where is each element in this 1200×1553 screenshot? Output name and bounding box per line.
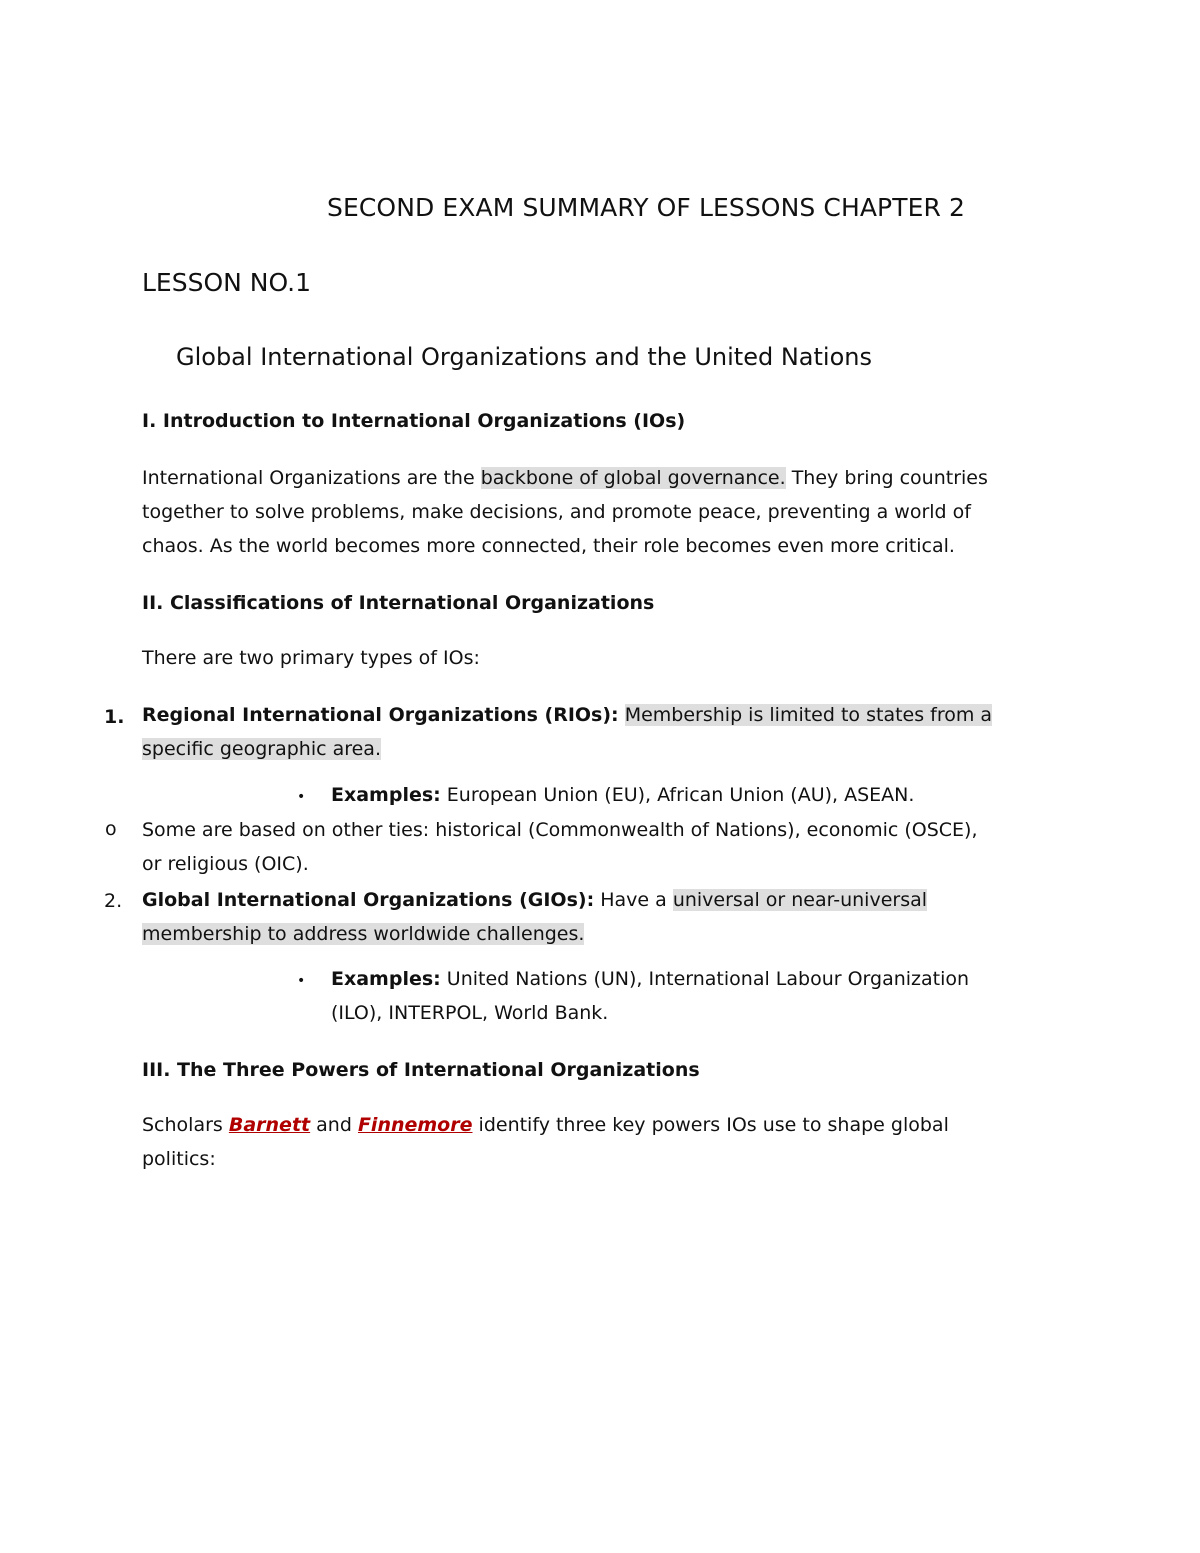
section-3-heading: III. The Three Powers of International Organizations bbox=[142, 1059, 700, 1081]
document-title: SECOND EXAM SUMMARY OF LESSONS CHAPTER 2 bbox=[327, 193, 966, 222]
list-item-2-line-2 bbox=[142, 917, 584, 951]
section-2-heading: II. Classifications of International Organizations bbox=[142, 592, 655, 614]
list-item-1-line-2 bbox=[142, 732, 381, 766]
highlighted-text: universal or near-universal bbox=[672, 889, 928, 911]
list-item-1-sub-line-2: or religious (OIC). bbox=[142, 853, 309, 875]
scholar-name-barnett: Barnett bbox=[228, 1114, 311, 1136]
section-3-paragraph-line-2: politics: bbox=[142, 1148, 216, 1170]
text-run: and bbox=[310, 1114, 358, 1136]
text-run: United Nations (UN), International Labour Organization bbox=[440, 968, 970, 990]
text-run: identify three key powers IOs use to shape global bbox=[472, 1114, 949, 1136]
text-run: International Organizations are the bbox=[142, 467, 481, 489]
section-1-paragraph-line-1 bbox=[142, 461, 988, 495]
bold-term: Global International Organizations (GIOs): bbox=[142, 889, 595, 911]
section-3-paragraph-line-1 bbox=[142, 1108, 949, 1142]
section-1-heading: I. Introduction to International Organizations (IOs) bbox=[142, 410, 686, 432]
highlighted-text: backbone of global governance. bbox=[480, 467, 786, 489]
bullet-icon: • bbox=[297, 973, 306, 989]
highlighted-text: Membership is limited to states from a bbox=[624, 704, 993, 726]
list-marker-2: 2. bbox=[104, 890, 123, 912]
examples-label: Examples: bbox=[331, 784, 441, 806]
sub-bullet-icon: o bbox=[105, 818, 117, 840]
highlighted-text: membership to address worldwide challenges. bbox=[142, 923, 585, 945]
examples-label: Examples: bbox=[331, 968, 441, 990]
lesson-subtitle: Global International Organizations and the United Nations bbox=[176, 343, 872, 371]
scholar-name-finnemore: Finnemore bbox=[357, 1114, 473, 1136]
text-run: Have a bbox=[594, 889, 673, 911]
bold-term: Regional International Organizations (RIOs): bbox=[142, 704, 619, 726]
section-1-paragraph-line-3: chaos. As the world becomes more connected, their role becomes even more critical. bbox=[142, 535, 955, 557]
text-run: They bring countries bbox=[785, 467, 988, 489]
lesson-heading: LESSON NO.1 bbox=[142, 268, 312, 297]
list-item-2-examples-line-1 bbox=[331, 962, 969, 996]
highlighted-text: specific geographic area. bbox=[142, 738, 381, 760]
list-marker-1: 1. bbox=[104, 706, 125, 728]
list-item-1-line-1 bbox=[142, 698, 992, 732]
bullet-icon: • bbox=[297, 789, 306, 805]
list-item-1-sub-line-1: Some are based on other ties: historical (Commonwealth of Nations), economic (OSCE), bbox=[142, 819, 978, 841]
text-run: European Union (EU), African Union (AU), ASEAN. bbox=[440, 784, 915, 806]
list-item-1-examples bbox=[331, 778, 914, 812]
list-item-2-examples-line-2: (ILO), INTERPOL, World Bank. bbox=[331, 1002, 609, 1024]
section-2-intro: There are two primary types of IOs: bbox=[142, 647, 480, 669]
text-run: Scholars bbox=[142, 1114, 229, 1136]
list-item-2-line-1 bbox=[142, 883, 927, 917]
section-1-paragraph-line-2: together to solve problems, make decisions, and promote peace, preventing a world of bbox=[142, 501, 971, 523]
